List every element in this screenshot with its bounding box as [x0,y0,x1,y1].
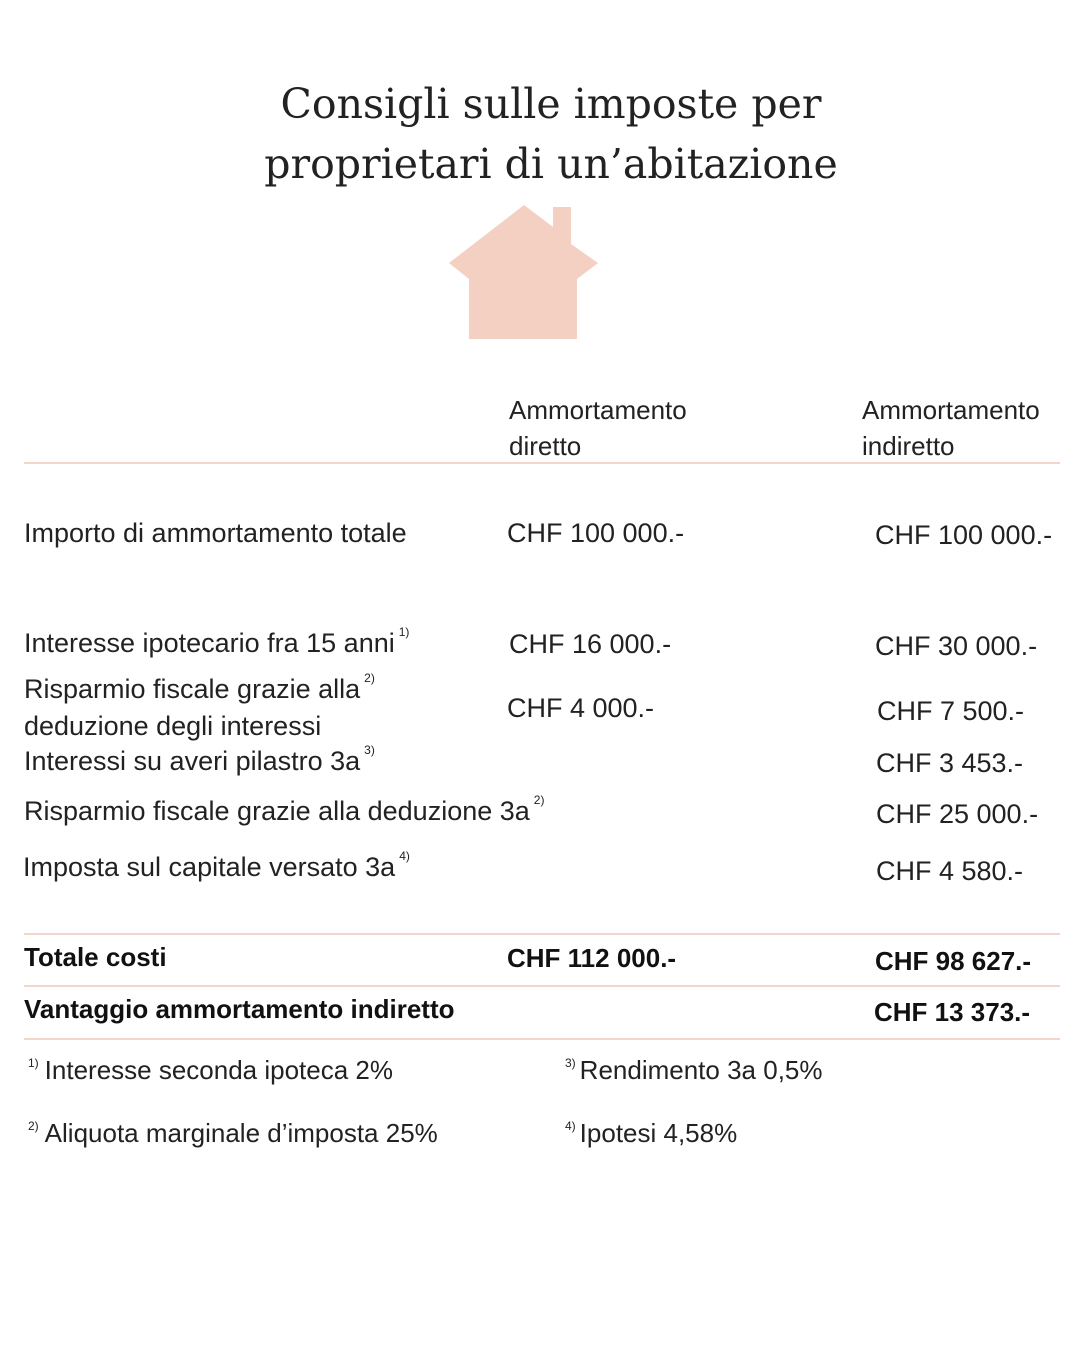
totals-divider-bottom [24,985,1060,987]
totals-divider-top [24,933,1060,935]
row-value-direct: CHF 100 000.- [507,518,685,548]
page-title-line2: proprietari di un’abitazione [264,140,838,188]
advantage-value-indirect: CHF 13 373.- [874,997,1031,1027]
footnote-text: Interesse seconda ipoteca 2% [44,1055,394,1085]
row-value-indirect: CHF 4 580.- [876,856,1024,886]
footnote-text: Aliquota marginale d’imposta 25% [44,1118,438,1148]
page-title-line1: Consigli sulle imposte per [280,80,822,128]
footnote-mark: 4) [565,1119,576,1133]
footnote-2 [28,1118,438,1149]
row-label-total-amortization: Importo di ammortamento totale [24,518,407,548]
totals-value-indirect: CHF 98 627.- [875,946,1032,976]
row-label-text: Interesse ipotecario fra 15 anni [24,628,395,658]
totals-label: Totale costi [24,942,167,972]
column-header-direct-line1: Ammortamento [509,395,687,425]
row-value-indirect: CHF 100 000.- [875,520,1053,550]
row-value-indirect: CHF 7 500.- [877,696,1025,726]
footnote-3 [565,1055,823,1086]
column-header-indirect-line1: Ammortamento [862,395,1040,425]
advantage-label: Vantaggio ammortamento indiretto [24,994,455,1024]
footnote-ref: 3) [364,743,375,757]
row-label-text: Risparmio fiscale grazie alla deduzione 3a [24,796,530,826]
footnote-mark: 2) [28,1119,39,1133]
footnote-ref: 4) [399,849,410,863]
row-label-text: Interessi su averi pilastro 3a [24,746,361,776]
row-value-direct: CHF 4 000.- [507,693,655,723]
footnote-mark: 3) [565,1056,576,1070]
footnote-ref: 2) [533,793,545,807]
footnote-ref: 2) [364,671,375,685]
footnote-text: Rendimento 3a 0,5% [579,1055,823,1085]
page-title [0,74,1080,194]
row-value-indirect: CHF 30 000.- [875,631,1038,661]
column-header-direct-line2: diretto [509,431,582,461]
row-label-mortgage-interest [24,625,410,659]
footnote-1 [28,1055,393,1086]
column-header-indirect-line2: indiretto [862,431,955,461]
row-value-indirect: CHF 3 453.- [876,748,1024,778]
column-header-direct [509,392,687,464]
row-label-tax-savings-interest [24,673,375,742]
row-value-indirect: CHF 25 000.- [876,799,1039,829]
row-label-pillar-3a-interest [24,743,375,777]
row-label-line2: deduzione degli interessi [24,711,322,741]
row-label-capital-tax-3a [23,849,410,883]
footnote-mark: 1) [28,1056,39,1070]
footnote-text: Ipotesi 4,58% [579,1118,738,1148]
header-divider [24,462,1060,464]
advantage-divider [24,1038,1060,1040]
footnote-ref: 1) [398,625,410,639]
row-label-line1: Risparmio fiscale grazie alla [24,674,361,704]
row-label-text: Imposta sul capitale versato 3a [23,852,396,882]
row-value-direct: CHF 16 000.- [509,629,672,659]
column-header-indirect [862,392,1040,464]
footnote-4 [565,1118,737,1149]
house-icon [449,205,599,346]
totals-value-direct: CHF 112 000.- [507,943,677,973]
row-label-tax-savings-3a [24,793,545,827]
